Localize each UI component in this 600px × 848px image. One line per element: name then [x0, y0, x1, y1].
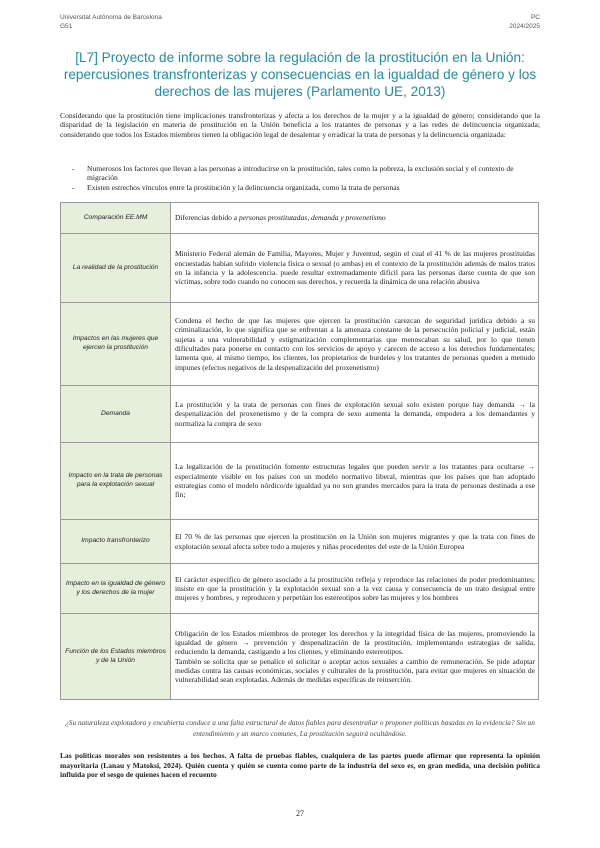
row-text: Condena el hecho de que las mujeres que ejercen la prostitución carezcan de seguridad jurídica debido a su criminalización, lo que significa que se enfrentan a la amenaza constante de la persecución policial y judicial, están sujetas a una vulnerabilidad y estigmatización complementarias que menoscaban su salud, por lo que tienen dificultades para ponerse en contacto con los servicios de apoyo y carecen de acceso a los derechos fundamentales; lamenta que, al mismo tiempo, los clientes, los propietarios de burdeles y los tratantes de personas queden a menudo impunes (efectos negativos de la despenalización del proxenetismo)	[171, 303, 539, 386]
row-text: La prostitución y la trata de personas con fines de explotación sexual solo existen porque hay demanda → la despenalización del proxenetismo y de la compra de sexo aumenta la demanda, empodera a los demandantes y normaliza la compra de sexo	[171, 386, 539, 443]
closing-paragraph: Las políticas morales son resistentes a los hechos. A falta de pruebas fiables, cualquiera de las partes puede afirmar que representa la opinión mayoritaria (Lanau y Matoksi, 2024). Quién cuenta y quién se cuenta como parte de la industria del sexo es, en gran medida, una decisión política influida por el sesgo de quienes hacen el recuento	[60, 751, 540, 780]
row-label: Impactos en las mujeres que ejercen la prostitución	[61, 303, 171, 386]
row-text-part2: También se solicita que se penalice el solicitar o aceptar actos sexuales a cambio de remuneración. Se pide adoptar medidas contra las causas económicas, sociales y culturales de la prostitución, para evitar que mujeres en situación de vulnerabilidad sean explotadas. Además de medidas específicas de reinserción.	[175, 656, 535, 685]
header-value-prefix: Diferencias debido a	[175, 213, 239, 223]
bullet-list	[60, 164, 540, 192]
comparison-table	[60, 202, 539, 700]
table-header-row	[61, 203, 539, 234]
row-text-part1: Obligación de los Estados miembros de proteger los derechos y la integridad física de las mujeres, promoviendo la igualdad de género → prevención y despenalización de la prostitución, implementando estrategias de salida, reduciendo la demanda, castigando a los clientes, y eliminando estereotipos.	[175, 628, 535, 657]
header-year: 2024/2025	[509, 22, 540, 30]
table-row	[61, 234, 539, 303]
header-left	[60, 14, 162, 31]
table-header-label: Comparación EE.MM	[61, 203, 171, 234]
header-course: PC	[530, 14, 540, 21]
row-label: Impacto en la igualdad de género y los derechos de la mujer	[61, 564, 171, 614]
header-value-italic: personas prostitutadas, demanda y proxenetismo	[238, 213, 386, 223]
row-text: Ministerio Federal alemán de Familia, Mayores, Mujer y Juventud, según el cual el 41 % de las mujeres prostituidas encuestadas habían sufrido violencia física o sexual (o ambas) en el contexto de la prostitución además de malos tratos en la infancia y la adolescencia. puede resultar extremadamente difícil para las personas darse cuenta de que son víctimas, sobre todo cuando no conocen sus derechos, y recuerda la dinámica de una relación abusiva	[171, 234, 539, 303]
row-text: El carácter específico de género asociado a la prostitución refleja y reproduce las relaciones de poder predominantes; insiste en que la prostitución y la explotación sexual son a la vez causa y consecuencia de un trato desigual entre mujeres y hombres, y reproducen y perpetúan los estereotipos sobre las mujeres y los hombres	[171, 564, 539, 614]
table-header-value	[171, 203, 539, 234]
table-row	[61, 520, 539, 564]
row-label: La realidad de la prostitución	[61, 234, 171, 303]
intro-paragraph: Considerando que la prostitución tiene implicaciones transfronterizas y afecta a los derechos de la mujer y a la igualdad de género; considerando que la disparidad de la legislación en materia de prostitución en la Unión beneficia a los tratantes de personas y a las redes de delincuencia organizada; considerando que todos los Estados miembros tienen la obligación legal de desalentar y erradicar la trata de personas y la delincuencia organizada:	[60, 111, 540, 139]
row-label: Impacto en la trata de personas para la explotación sexual	[61, 443, 171, 520]
header-group: G51	[60, 22, 73, 30]
table-row	[61, 614, 539, 700]
table-row	[61, 386, 539, 443]
row-label: Demanda	[61, 386, 171, 443]
row-text	[171, 614, 539, 700]
table-row	[61, 443, 539, 520]
figure-caption: ¿Su naturaleza explotadora y encubierta conduce a una falta estructural de datos fiables para desentrañar o proponer políticas basadas en la evidencia? Sin un entendimiento y un marco comunes, La prostitución seguirá ocultándose.	[65, 718, 535, 738]
header-university: Universitat Autònoma de Barcelona	[60, 14, 162, 21]
table-row	[61, 303, 539, 386]
header-right	[509, 14, 540, 31]
row-label: Impacto transfronterizo	[61, 520, 171, 564]
list-item: - Numerosos los factores que llevan a las personas a introducirse en la prostitución, tales como la pobreza, la exclusión social y el contexto de migración	[60, 164, 540, 183]
row-text: La legalización de la prostitución fomente estructuras legales que pueden servir a los tratantes para ocultarse → especialmente visible en los países con un modelo normativo liberal, mientras que los países que han adoptado estrategias como el modelo nórdico/de igualdad ya no son grandes mercados para la trata de personas destinada a ese fin;	[171, 443, 539, 520]
page-number: 27	[296, 809, 304, 818]
table-row	[61, 564, 539, 614]
row-text: El 70 % de las personas que ejercen la prostitución en la Unión son mujeres migrantes y que la trata con fines de explotación sexual afecta sobre todo a mujeres y niñas procedentes del este de la Unión Europea	[171, 520, 539, 564]
list-item: - Existen estrechos vínculos entre la prostitución y la delincuencia organizada, como la trata de personas	[60, 183, 540, 192]
row-label: Función de los Estados miembros y de la Unión	[61, 614, 171, 700]
page-title: [L7] Proyecto de informe sobre la regulación de la prostitución en la Unión: repercusiones transfronterizas y consecuencias en la igualdad de género y los derechos de las mujeres (Parlamento UE, 2013)	[63, 50, 537, 99]
